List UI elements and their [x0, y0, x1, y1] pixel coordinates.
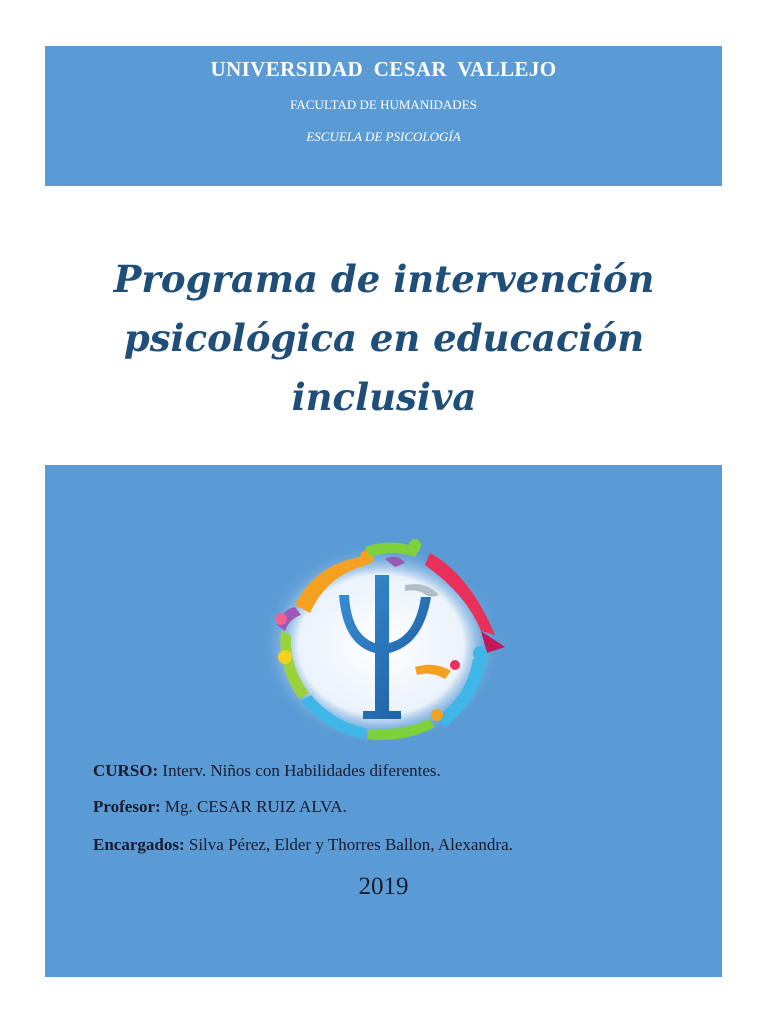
course-label: CURSO:: [93, 761, 159, 780]
header-band: [45, 46, 722, 186]
title-line-2: psicológica en educación: [123, 316, 645, 360]
authors-line: [93, 835, 513, 855]
psi-symbol-icon: [255, 535, 507, 745]
course-value: Interv. Niños con Habilidades diferentes.: [158, 761, 441, 780]
school-name: ESCUELA DE PSICOLOGÍA: [306, 129, 461, 144]
title-line-1: Programa de intervención: [113, 257, 655, 301]
university-name: UNIVERSIDAD CESAR VALLEJO: [210, 57, 557, 81]
authors-label: Encargados:: [93, 835, 185, 854]
faculty-name: FACULTAD DE HUMANIDADES: [290, 97, 477, 112]
document-title: [60, 250, 708, 427]
info-band: [45, 465, 722, 977]
professor-label: Profesor:: [93, 797, 161, 816]
professor-value: Mg. CESAR RUIZ ALVA.: [160, 797, 347, 816]
course-line: [93, 761, 441, 781]
year: 2019: [358, 873, 409, 900]
title-line-3: inclusiva: [291, 375, 477, 419]
professor-line: [93, 797, 347, 817]
authors-value: Silva Pérez, Elder y Thorres Ballon, Alexandra.: [184, 835, 513, 854]
